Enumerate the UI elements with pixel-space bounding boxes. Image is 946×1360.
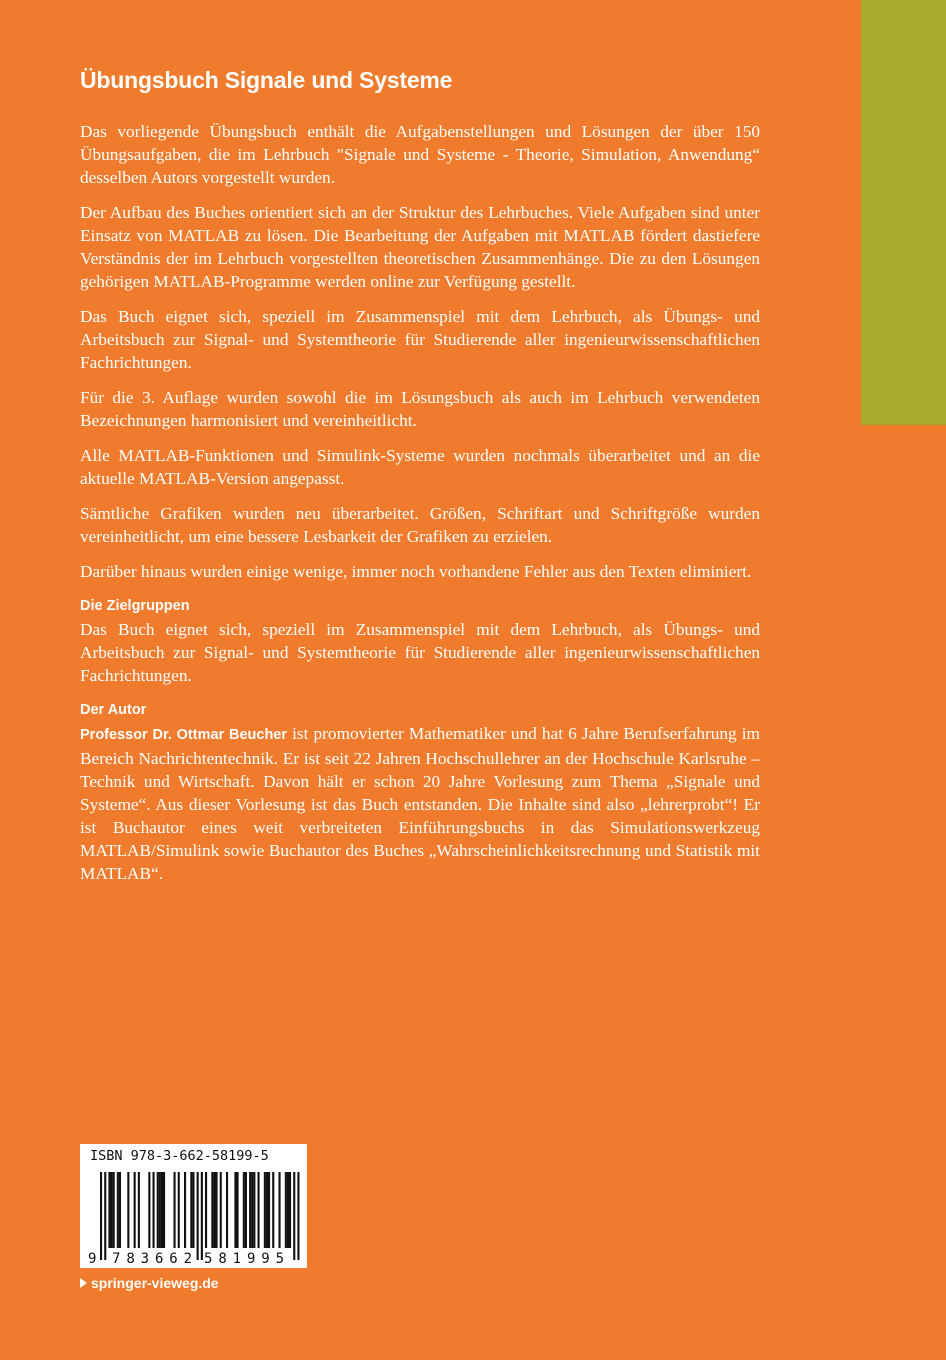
barcode-bar — [258, 1172, 260, 1248]
arrow-right-icon — [80, 1278, 87, 1288]
barcode-bar — [119, 1172, 121, 1248]
barcode-bar — [234, 1172, 236, 1248]
barcode-bar — [190, 1172, 192, 1248]
barcode-bar — [100, 1172, 102, 1260]
book-title: Übungsbuch Signale und Systeme — [80, 67, 453, 93]
barcode-bar — [153, 1172, 155, 1248]
barcode-bar — [266, 1172, 268, 1248]
barcode-bar — [253, 1172, 255, 1248]
target-group-text: Das Buch eignet sich, speziell im Zusammenspiel mit dem Lehrbuch, als Übungs- und Arbeitsbuch zur Signal- und Systemtheorie für Studierende aller ingenieurwissenschaftlichen Fachrichtungen. — [80, 620, 760, 685]
barcode-bar — [104, 1172, 106, 1260]
side-color-strip — [861, 0, 946, 425]
author-bio — [80, 722, 760, 885]
barcode-bar — [192, 1172, 194, 1248]
barcode-graphic — [80, 1168, 307, 1268]
barcode-bar — [213, 1172, 215, 1248]
barcode-bars — [100, 1172, 300, 1260]
barcode-bar — [159, 1172, 161, 1248]
barcode-bar — [108, 1172, 110, 1248]
barcode-bar — [117, 1172, 119, 1248]
ean-right-digits: 581995 — [204, 1251, 284, 1267]
barcode-bar — [205, 1172, 207, 1248]
barcode-bar — [264, 1172, 266, 1248]
barcode-bar — [127, 1172, 129, 1248]
description-paragraph-6: Sämtliche Grafiken wurden neu überarbeitet. Größen, Schriftart und Schriftgröße wurden vereinheitlicht, um eine bessere Lesbarkeit der Grafiken zu erzielen. — [80, 504, 760, 546]
barcode-bar — [272, 1172, 274, 1248]
barcode-bar — [245, 1172, 247, 1248]
barcode-bar — [251, 1172, 253, 1248]
barcode-bar — [243, 1172, 245, 1248]
barcode-bar — [134, 1172, 136, 1248]
barcode-bar — [163, 1172, 165, 1248]
barcode-bar — [148, 1172, 150, 1248]
barcode-bar — [285, 1172, 287, 1248]
ean-lead-digit: 9 — [88, 1251, 97, 1267]
barcode-bar — [220, 1172, 222, 1248]
barcode-bar — [289, 1172, 291, 1248]
isbn-barcode — [80, 1144, 307, 1268]
description-paragraph-4: Für die 3. Auflage wurden sowohl die im Lösungsbuch als auch im Lehrbuch verwendeten Bezeichnungen harmonisiert und vereinheitlicht. — [80, 388, 760, 430]
isbn-label: ISBN 978-3-662-58199-5 — [90, 1148, 269, 1164]
description-paragraph-3: Das Buch eignet sich, speziell im Zusammenspiel mit dem Lehrbuch, als Übungs- und Arbeitsbuch zur Signal- und Systemtheorie für Studierende aller ingenieurwissenschaftlichen Fachrichtungen. — [80, 307, 760, 372]
barcode-bar — [184, 1172, 186, 1248]
barcode-bar — [161, 1172, 163, 1248]
barcode-bar — [216, 1172, 218, 1248]
barcode-bar — [111, 1172, 113, 1248]
cover-text-block — [80, 60, 760, 897]
description-paragraph-5: Alle MATLAB-Funktionen und Simulink-Systeme wurden nochmals überarbeitet und an die aktuelle MATLAB-Version angepasst. — [80, 446, 760, 488]
author-heading: Der Autor — [80, 702, 147, 718]
barcode-bar — [293, 1172, 295, 1260]
barcode-bar — [226, 1172, 228, 1248]
publisher-url: springer-vieweg.de — [91, 1275, 219, 1291]
barcode-bar — [113, 1172, 115, 1248]
barcode-bar — [178, 1172, 180, 1248]
barcode-bar — [138, 1172, 140, 1248]
ean-left-digits: 783662 — [112, 1251, 192, 1267]
barcode-bar — [157, 1172, 159, 1248]
barcode-bar — [297, 1172, 299, 1260]
author-name: Professor Dr. Ottmar Beucher — [80, 727, 288, 743]
barcode-bar — [211, 1172, 213, 1248]
description-paragraph-1: Das vorliegende Übungsbuch enthält die Aufgabenstellungen und Lösungen der über 150 Übungsaufgaben, die im Lehrbuch "Signale und Systeme - Theorie, Simulation, Anwendung“ desselben Autors vorgestellt wurden. — [80, 122, 760, 187]
barcode-bar — [279, 1172, 281, 1248]
description-paragraph-2: Der Aufbau des Buches orientiert sich an der Struktur des Lehrbuches. Viele Aufgaben sind unter Einsatz von MATLAB zu lösen. Die Bearbeitung der Aufgaben mit MATLAB fördert dastiefere Verständnis der im Lehrbuch vorgestellten theoretischen Zusammenhänge. Die zu den Lösungen gehörigen MATLAB-Programme werden online zur Verfügung gestellt. — [80, 203, 760, 291]
barcode-bar — [268, 1172, 270, 1248]
barcode-bar — [237, 1172, 239, 1248]
barcode-bar — [174, 1172, 176, 1248]
author-bio-text: ist promovierter Mathematiker und hat 6 Jahre Berufserfahrung im Bereich Nachrichtentechnik. Er ist seit 22 Jahren Hochschullehrer an der Hochschule Karlsruhe – Technik und Wirtschaft. Davon hält er schon 20 Jahre Vorlesung zum Thema „Signale und Systeme“. Aus dieser Vorlesung ist das Buch entstanden. Die Inhalte sind also „lehrerprobt“! Er ist Buchautor eines weit verbreiteten Einführungsbuchs in das Simulationswerkzeug MATLAB/Simulink sowie Buchautor des Buches „Wahrscheinlichkeitsrechnung und Statistik mit MATLAB“. — [80, 724, 760, 883]
barcode-bar — [201, 1172, 203, 1260]
barcode-bar — [249, 1172, 251, 1248]
publisher-link[interactable] — [80, 1275, 219, 1291]
barcode-bar — [197, 1172, 199, 1260]
barcode-bar — [287, 1172, 289, 1248]
target-group-heading: Die Zielgruppen — [80, 598, 190, 614]
description-paragraph-7: Darüber hinaus wurden einige wenige, immer noch vorhandene Fehler aus den Texten eliminiert. — [80, 562, 752, 581]
